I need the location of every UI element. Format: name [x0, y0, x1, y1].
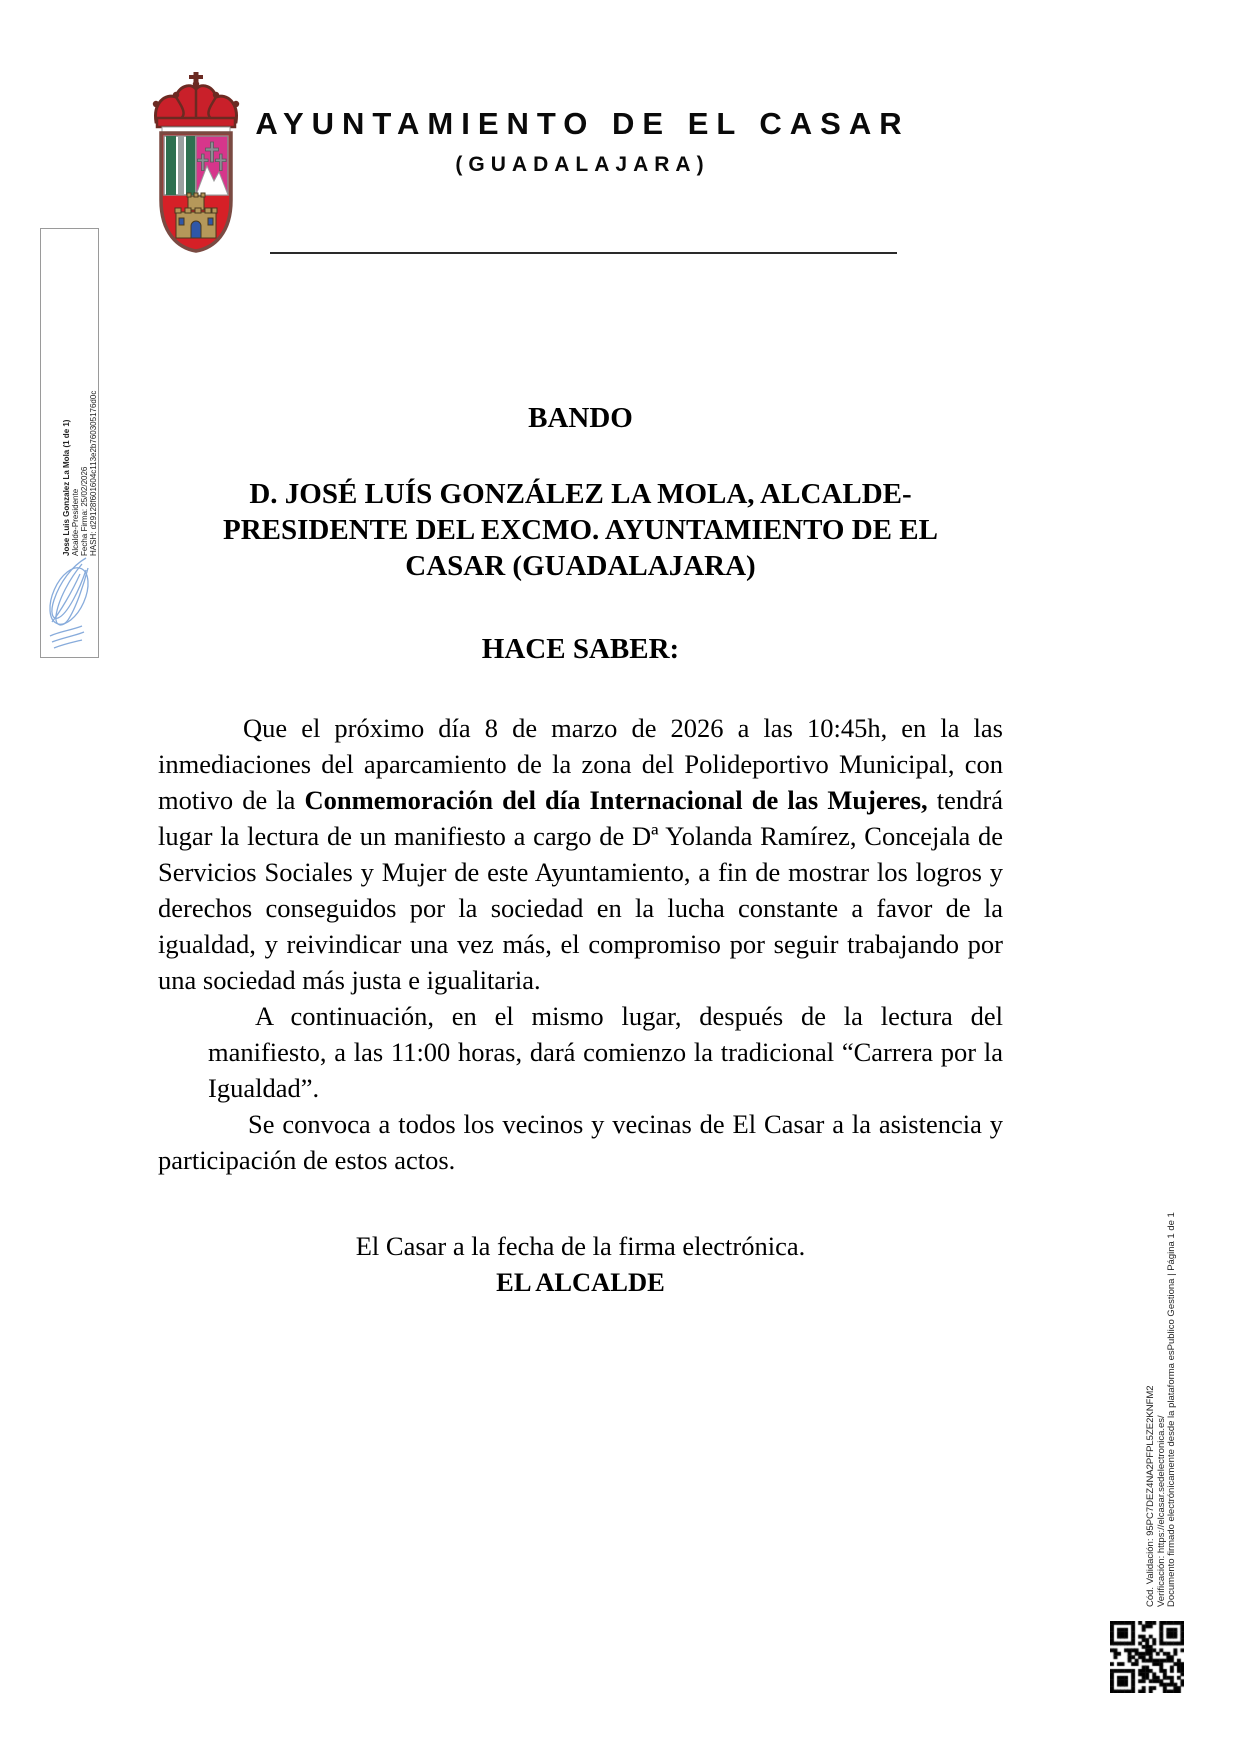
doc-heading-line-2: PRESIDENTE DEL EXCMO. AYUNTAMIENTO DE EL: [223, 514, 938, 546]
header-divider: [270, 252, 897, 254]
doc-heading: [158, 476, 1003, 584]
paragraph-2: A continuación, en el mismo lugar, después de la lectura del manifiesto, a las 11:00 horas, dará comienzo la tradicional “Carrera por la Igualdad”.: [208, 1001, 1003, 1103]
municipality-title: AYUNTAMIENTO DE EL CASAR: [255, 106, 910, 141]
esigned-statement: Documento firmado electrónicamente desde la plataforma esPublico Gestiona | Página 1 de 1: [1166, 1212, 1177, 1607]
province-subtitle: (GUADALAJARA): [455, 153, 710, 176]
closing-signer: EL ALCALDE: [496, 1267, 665, 1297]
validation-margin: [1146, 1107, 1178, 1607]
validation-code: Cód. Validación: 95PC7DEZ4NA2PFPL5ZE2KNFM2: [1145, 1385, 1156, 1607]
signer-role: Alcalde-Presidente: [71, 488, 80, 556]
qr-code: [1110, 1621, 1184, 1693]
letterhead: [230, 104, 935, 180]
paragraph-3: Se convoca a todos los vecinos y vecinas de El Casar a la asistencia y participación de estos actos.: [158, 1109, 1003, 1175]
signature-scribble: [42, 548, 96, 650]
doc-heading-line-3: CASAR (GUADALAJARA): [405, 550, 756, 582]
paragraph-1: [158, 710, 1003, 998]
document-body: [158, 400, 1003, 1300]
paragraph-1-pre: Que el próximo día 8 de marzo de 2026 a las 10:45h, en la las inmediaciones del aparcamiento de la zona del Polideportivo Municipal, con motivo de la: [158, 713, 1003, 815]
signature-date: Fecha Firma: 25/02/2026: [80, 466, 89, 556]
doc-title: BANDO: [528, 402, 633, 434]
doc-subheading: HACE SABER:: [481, 633, 680, 665]
signer-name: Jose Luis Gonzalez La Mola (1 de 1): [62, 419, 71, 556]
doc-paragraphs: [158, 710, 1003, 1178]
closing-place: El Casar a la fecha de la firma electrónica.: [355, 1231, 806, 1261]
doc-heading-line-1: D. JOSÉ LUÍS GONZÁLEZ LA MOLA, ALCALDE-: [249, 478, 912, 510]
signature-stamp-text: [62, 322, 98, 556]
signature-hash: HASH: d29128f601604c113e2b760305176d0c: [89, 390, 98, 556]
verification-url: Verificación: https://elcasar.sedelectronica.es/: [1155, 1415, 1167, 1607]
paragraph-1-bold: Conmemoración del día Internacional de las Mujeres,: [304, 785, 928, 815]
paragraph-1-post: tendrá lugar la lectura de un manifiesto a cargo de Dª Yolanda Ramírez, Concejala de Servicios Sociales y Mujer de este Ayuntamiento, a fin de mostrar los logros y derechos conseguidos por la sociedad en la lucha constante a favor de la igualdad, y reivindicar una vez más, el compromiso por seguir trabajando por una sociedad más justa e igualitaria.: [158, 785, 1003, 995]
